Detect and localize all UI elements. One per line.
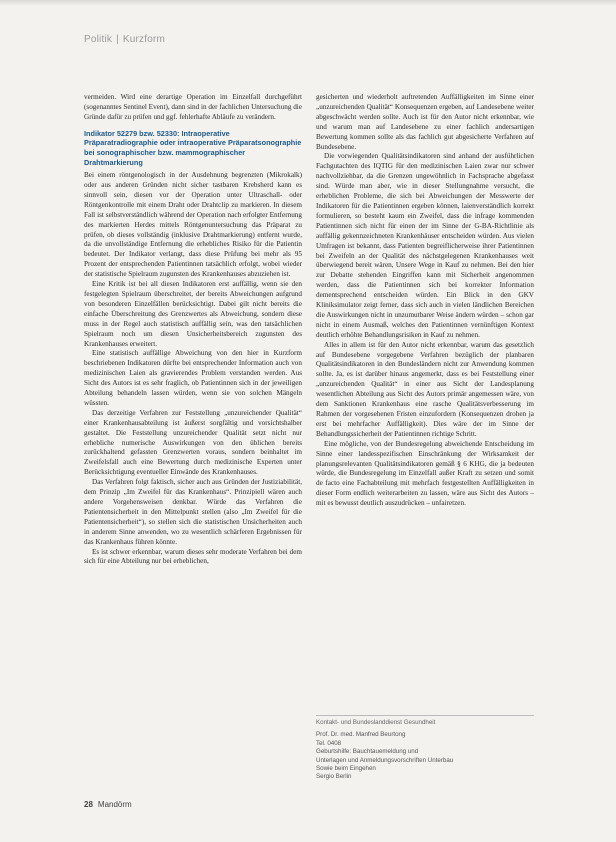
header-section: Politik [84,34,113,45]
left-column [84,93,302,567]
paragraph: vermeiden. Wird eine derartige Operation im Einzelfall durchgeführt (sogenanntes Sentinel Event), dann sind in der fachlichen Untersuchung die Gründe dafür zu prüfen und ggf. fehlerhafte Abläufe zu verändern. [84,93,302,121]
scan-edge [0,0,616,6]
header-subsection: Kurzform [122,34,166,45]
paragraph: Es ist schwer erkennbar, warum dieses sehr moderate Verfahren bei dem sich für eine Abteilung nur bei erheblichen, [84,547,302,566]
paragraph: Eine Kritik ist bei all diesen Indikatoren erst auffällig, wenn sie den festgelegten Spielraum überschreitet, der bereits Abweichungen aufgrund von besonderen Einzelfällen berücksichtigt. Dabei gilt nicht bereits die einfache Überschreitung des Grenzwertes als Abweichung, sondern diese muss in der Regel auch statistisch auffällig sein, was den tatsächlichen Spielraum noch um diesen Unsicherheitsbereich zugunsten des Krankenhauses erweitert. [84,280,302,348]
paragraph: gesicherten und wiederholt auftretenden Auffälligkeiten im Sinne einer „unzureichenden Qualität“ Konsequenzen ergeben, auf Landesebene weiter abgeschwächt werden sollte. Auch ist für den Autor nicht erkennbar, wie und warum man auf Landesebene zu einer fachlich andersartigen Bewertung kommen sollte als das fachlich gut abgesicherte Verfahren auf Bundesebene. [316,93,534,151]
right-column [316,93,534,509]
header-separator: | [116,34,119,45]
contact-line: Prof. Dr. med. Manfred Beurtong [316,731,406,739]
divider [316,715,534,716]
page-footer [84,800,132,809]
footer-label: Mandörm [97,800,132,809]
contact-line: Unterlagen und Anmeldungsvorschriften Unterbau [316,756,454,764]
contact-line: Sergio Berlin [316,773,352,781]
indicator-heading: Indikator 52279 bzw. 52330: Intraoperative Präparatradiographie oder intraoperative Präparatsonographie bei sonographischer bzw. mammographischer Drahtmarkierung [84,128,302,167]
paragraph: Eine mögliche, von der Bundesregelung abweichende Entscheidung im Sinne einer landesspezifischen Einschränkung der Wirksamkeit der planungsrelevanten Qualitätsindikatoren gemäß § 6 KHG, die ja bedeuten würde, die Bundesregelung im Einzelfall außer Kraft zu setzen und somit de facto eine Fachabteilung mit mehrfach festgestellten Auffälligkeiten in dieser Form endlich weiterarbeiten zu lassen, wäre aus Sicht des Autors – mit es bewusst deutlich auszudrücken – unfairetzen. [316,439,534,508]
contact-title: Kontakt- und Bundeslanddienst Gesundheit [316,719,436,726]
paragraph: Das Verfahren folgt faktisch, sicher auch aus Gründen der Justiziabilität, dem Prinzip „Im Zweifel für das Krankenhaus“. Prinzipiell wären auch andere Vorgehensweisen denkbar. Würde das Verfahren die Patientensicherheit in den Mittelpunkt stellen (also „Im Zweifel für die Patientensicherheit“), so stellen sich die statistischen Unsicherheiten auch in anderem Sinne anwenden, wo zu wesentlich schärferen Ergebnissen für das Krankenhaus führen könnte. [84,478,302,546]
paragraph: Alles in allem ist für den Autor nicht erkennbar, warum das gesetzlich auf Bundesebene vorgegebene Verfahren bezüglich der planbaren Qualitätsindikatoren in den Bundesländern nicht zur Anwendung kommen sollte. Ja, es ist darüber hinaus angemerkt, dass es bei Feststellung einer „unzureichenden Qualität“ in einer aus Sicht der Landesplanung wesentlichen Abteilung aus Sicht des Autors primär angemessen wäre, von dem Sanktionen Krankenhaus eine rasche Qualitätsverbesserung im Rahmen der vorgesehenen Fristen einzufordern (Konsequenzen drohen ja erst bei mehrfacher Auffälligkeit). Dies wäre der im Sinne der Behandlungssicherheit der Patientinnen richtige Schritt. [316,340,534,438]
paragraph: Die vorwiegenden Qualitätsindikatoren sind anhand der ausführlichen Fachgutachten des IQTIG für den medizinischen Laien zwar nur schwer nachvollziehbar, da die Grenzen ungewöhnlich in Fachsprache abgefasst sind. Würde man aber, wie in dieser Stellungnahme versucht, die erheblichen Probleme, die sich bei Abweichungen der Messwerte der Indikatoren für die Patientinnen ergeben können, laienverständlich korrekt formulieren, so besteht kaum ein Zweifel, dass die infrage kommenden Patientinnen sich nicht für einen der im Sinne der G-BA-Richtlinie als auffällig gekennzeichneten Krankenhäuser entscheiden würden. Aus vielen Umfragen ist bekannt, dass Patienten begreiflicherweise ihrer Patientinnen bei Zweifeln an der Qualität des nächstgelegenen Krankenhauses weit überwiegend bereit wären, Unsere Wege in Kauf zu nehmen. Bei den hier zur Debatte stehenden Eingriffen kann mit Sicherheit angenommen werden, dass die Patientinnen sich bei korrekter Information dementsprechend entscheiden würden. Ein Blick in den GKV Kliniksimulator zeigt ferner, dass sich auch in vielen ländlichen Bereichen die Auswirkungen nicht in unzumutbarer Weise ändern würden – schon gar nicht in einem Ausmaß, welches den Patientinnen vernünftigen Kontext deutlich erhöhte Behandlungsrisiken in Kauf zu nehmen. [316,152,534,339]
paragraph: Das derzeitige Verfahren zur Feststellung „unzureichender Qualität“ einer Krankenhausabteilung ist äußerst sorgfältig und vorsichtshalber gestaltet. Die Feststellung unzureichender Qualität setzt nicht nur erhebliche numerische Auswirkungen von den üblichen bereits zurückhaltend gefassten Grenzwerten voraus, sondern beinhaltet im Zweifelsfall auch eine Bewertung durch medizinische Experten unter Berücksichtigung eventueller Einwände des Krankenhauses. [84,408,302,477]
contact-line: Tel. 0408 [316,739,342,747]
paragraph: Eine statistisch auffällige Abweichung von den hier in Kurzform beschriebenen Indikatoren dürfte bei entsprechender Information auch von medizinischen Laien als gravierendes Problem verstanden werden. Aus Sicht des Autors ist es sehr fraglich, ob Patientinnen sich in der jeweiligen Abteilung behandeln lassen würden, wenn sie von solchen Mängeln wüssten. [84,349,302,407]
contact-infobox [316,715,534,782]
page-number: 28 [84,800,93,809]
paragraph: Bei einem röntgenologisch in der Ausdehnung begrenzten (Mikrokalk) oder aus anderen Gründen nicht sicher tastbaren Krebsherd kann es sinnvoll sein, diesen vor der Operation unter Ultraschall- oder Röntgenkontrolle mit einem Draht oder Drahtclip zu markieren. In diesem Fall ist selbstverständlich während der Operation nach erfolgter Entfernung des markierten Herdes mittels Röntgenuntersuchung das Präparat zu prüfen, ob dieses vollständig (inklusive Drahtmarkierung) entfernt wurde, da die unvollständige Entfernung die erhebliches Risiko für die Patientin bedeutet. Der Indikator verlangt, dass diese Prüfung bei mehr als 95 Prozent der entsprechenden Patientinnen tatsächlich erfolgt, wobei wieder der statistische Spielraum zugunsten des Krankenhauses abzuziehen ist. [84,171,302,279]
running-header [84,34,165,45]
contact-line: Geburtshilfe: Bauchtauemeldung und [316,748,419,756]
contact-line: Sowie beim Eingehen [316,765,376,773]
